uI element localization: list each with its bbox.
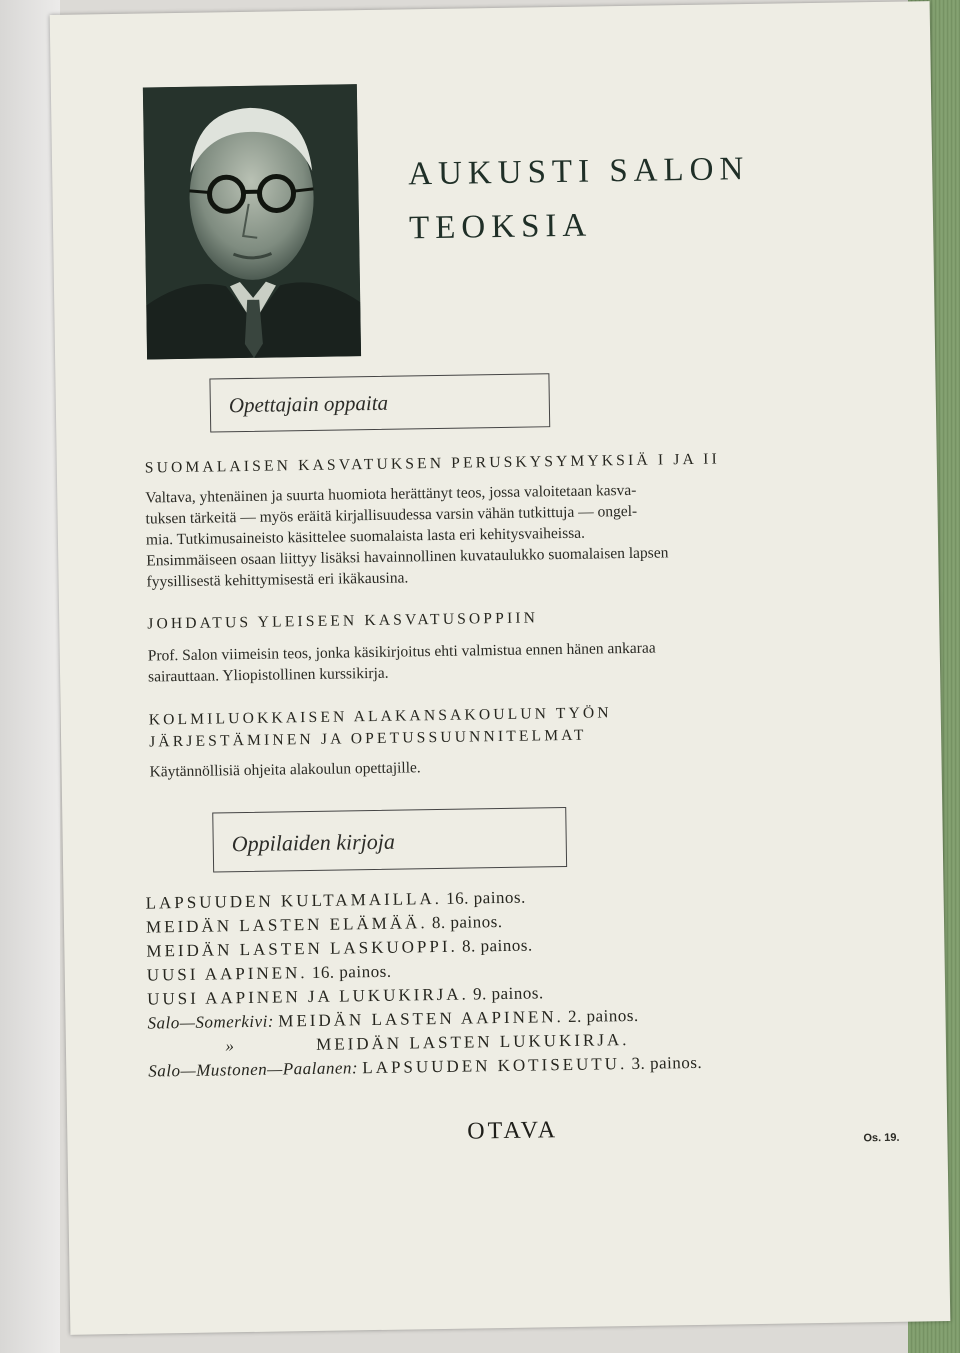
book-edition: 8. painos.: [431, 911, 503, 933]
print-code: Os. 19.: [863, 1131, 900, 1145]
book-author: Salo—Somerkivi:: [147, 1011, 275, 1033]
title-line: TEOKSIA: [408, 207, 593, 247]
work-title: SUOMALAISEN KASVATUKSEN PERUSKYSYMYKSIÄ I JA II: [144, 450, 721, 477]
book-author-ditto: »: [225, 1036, 235, 1056]
book-edition: 9. painos.: [472, 983, 544, 1004]
book-author: Salo—Mustonen—Paalanen:: [148, 1058, 359, 1081]
book-edition: 2. painos.: [567, 1005, 639, 1026]
work-title: JOHDATUS YLEISEEN KASVATUSOPPIIN: [147, 609, 539, 633]
description-line: mia. Tutkimusaineisto käsittelee suomalaista lasta eri kehitysvaiheissa.: [145, 524, 586, 549]
book-title: LAPSUUDEN KOTISEUTU.: [362, 1054, 628, 1078]
book-title: MEIDÄN LASTEN AAPINEN.: [278, 1007, 564, 1031]
description-line: Käytännöllisiä ohjeita alakoulun opettajille.: [149, 759, 421, 781]
page-title: [408, 142, 751, 255]
description-line: sairauttaan. Yliopistollinen kurssikirja.: [147, 664, 389, 686]
book-title: UUSI AAPINEN.: [146, 963, 308, 985]
description-line: Prof. Salon viimeisin teos, jonka käsikirjoitus ehti valmistua ennen hänen ankaraa: [147, 639, 656, 665]
book-title: MEIDÄN LASTEN ELÄMÄÄ.: [145, 913, 428, 937]
book-title: UUSI AAPINEN JA LUKUKIRJA.: [147, 984, 469, 1009]
work-title: [149, 702, 613, 753]
book-edition: 16. painos.: [446, 887, 526, 908]
description-line: Valtava, yhtenäinen ja suurta huomiota herättänyt teos, jossa valoitetaan kasva-: [145, 481, 637, 507]
section-label-text: Opettajain oppaita: [228, 390, 389, 418]
book-title: LAPSUUDEN KULTAMAILLA.: [145, 888, 443, 913]
work-description: [145, 476, 877, 592]
work-title-line: KOLMILUOKKAISEN ALAKANSAKOULUN TYÖN: [148, 704, 612, 729]
book-edge: [0, 0, 60, 1353]
description-line: tuksen tärkeitä — myös eräitä kirjallisuudessa varsin vähän tutkittuja — ongel-: [145, 502, 638, 528]
book-edition: 16. painos.: [311, 961, 392, 982]
section-label-text: Oppilaiden kirjoja: [231, 828, 396, 857]
publisher-name: OTAVA: [467, 1117, 559, 1145]
book-edition: 8. painos.: [461, 935, 533, 956]
book-edition: 3. painos.: [631, 1052, 703, 1073]
description-line: Ensimmäiseen osaan liittyy lisäksi havainnollinen kuvataulukko suomalaisen lapsen: [146, 544, 669, 570]
book-back-cover: [50, 1, 951, 1335]
book-title: MEIDÄN LASTEN LUKUKIRJA.: [315, 1030, 630, 1054]
pupils-section-label: [212, 807, 567, 873]
pupils-book-list: [145, 883, 702, 1084]
description-line: fyysillisestä kehittymisestä eri ikäkausina.: [146, 569, 409, 591]
work-description: [149, 757, 420, 782]
work-description: [148, 634, 879, 687]
title-line: AUKUSTI SALON: [407, 151, 750, 193]
book-title: MEIDÄN LASTEN LASKUOPPI.: [146, 936, 458, 961]
teachers-section-label: [209, 373, 550, 432]
work-title-line: JÄRJESTÄMINEN JA OPETUSSUUNNITELMAT: [148, 726, 587, 751]
author-portrait-photo: [143, 84, 361, 359]
